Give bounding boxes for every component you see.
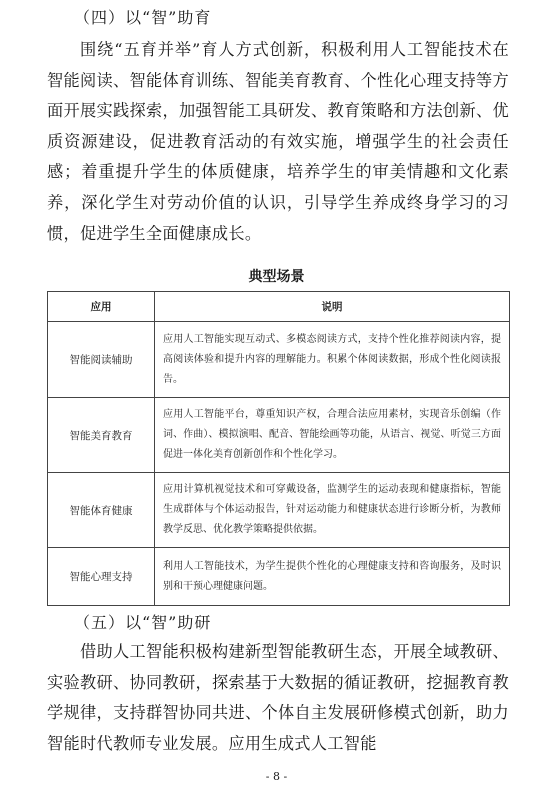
section-4-heading: （四）以“智”助育 [74,8,212,27]
row-application-name: 智能阅读辅助 [48,322,155,398]
table-row [48,322,510,398]
row-description: 应用计算机视觉技术和可穿戴设备，监测学生的运动表现和健康指标，智能生成群体与个体运动报告，针对运动能力和健康状态进行诊断分析，为教师教学反思、优化教学策略提供依据。 [155,473,510,548]
table-row [48,398,510,473]
table-header-row [48,292,510,322]
section-4-paragraph: 围绕“五育并举”育人方式创新，积极利用人工智能技术在智能阅读、智能体育训练、智能美育教育、个性化心理支持等方面开展实践探索，加强智能工具研发、教育策略和方法创新、优质资源建设，促进教育活动的有效实施，增强学生的社会责任感；着重提升学生的体质健康，培养学生的审美情趣和文化素养，深化学生对劳动价值的认识，引导学生养成终身学习的习惯，促进学生全面健康成长。 [47,40,509,243]
table-row [48,548,510,606]
header-application: 应用 [48,292,155,322]
header-description: 说明 [155,292,510,322]
table-row [48,473,510,548]
page-number: - 8 - [265,770,288,783]
section-5-heading: （五）以“智”助研 [74,613,212,632]
table-title: 典型场景 [248,269,305,285]
row-application-name: 智能美育教育 [48,398,155,473]
row-description: 应用人工智能平台，尊重知识产权，合理合法应用素材，实现音乐创编（作词、作曲）、模拟演唱、配音、智能绘画等功能，从语言、视觉、听觉三方面促进一体化美育创新创作和个性化学习。 [155,398,510,473]
row-description: 利用人工智能技术，为学生提供个性化的心理健康支持和咨询服务，及时识别和干预心理健康问题。 [155,548,510,606]
row-application-name: 智能心理支持 [48,548,155,606]
scenario-table [47,291,510,606]
row-application-name: 智能体育健康 [48,473,155,548]
section-5-paragraph: 借助人工智能积极构建新型智能教研生态，开展全域教研、实验教研、协同教研，探索基于大数据的循证教研，挖掘教育教学规律，支持群智协同共进、个体自主发展研修模式创新，助力智能时代教师专业发展。应用生成式人工智能 [47,642,509,753]
row-description: 应用人工智能实现互动式、多模态阅读方式，支持个性化推荐阅读内容，提高阅读体验和提升内容的理解能力。积累个体阅读数据，形成个性化阅读报告。 [155,322,510,398]
